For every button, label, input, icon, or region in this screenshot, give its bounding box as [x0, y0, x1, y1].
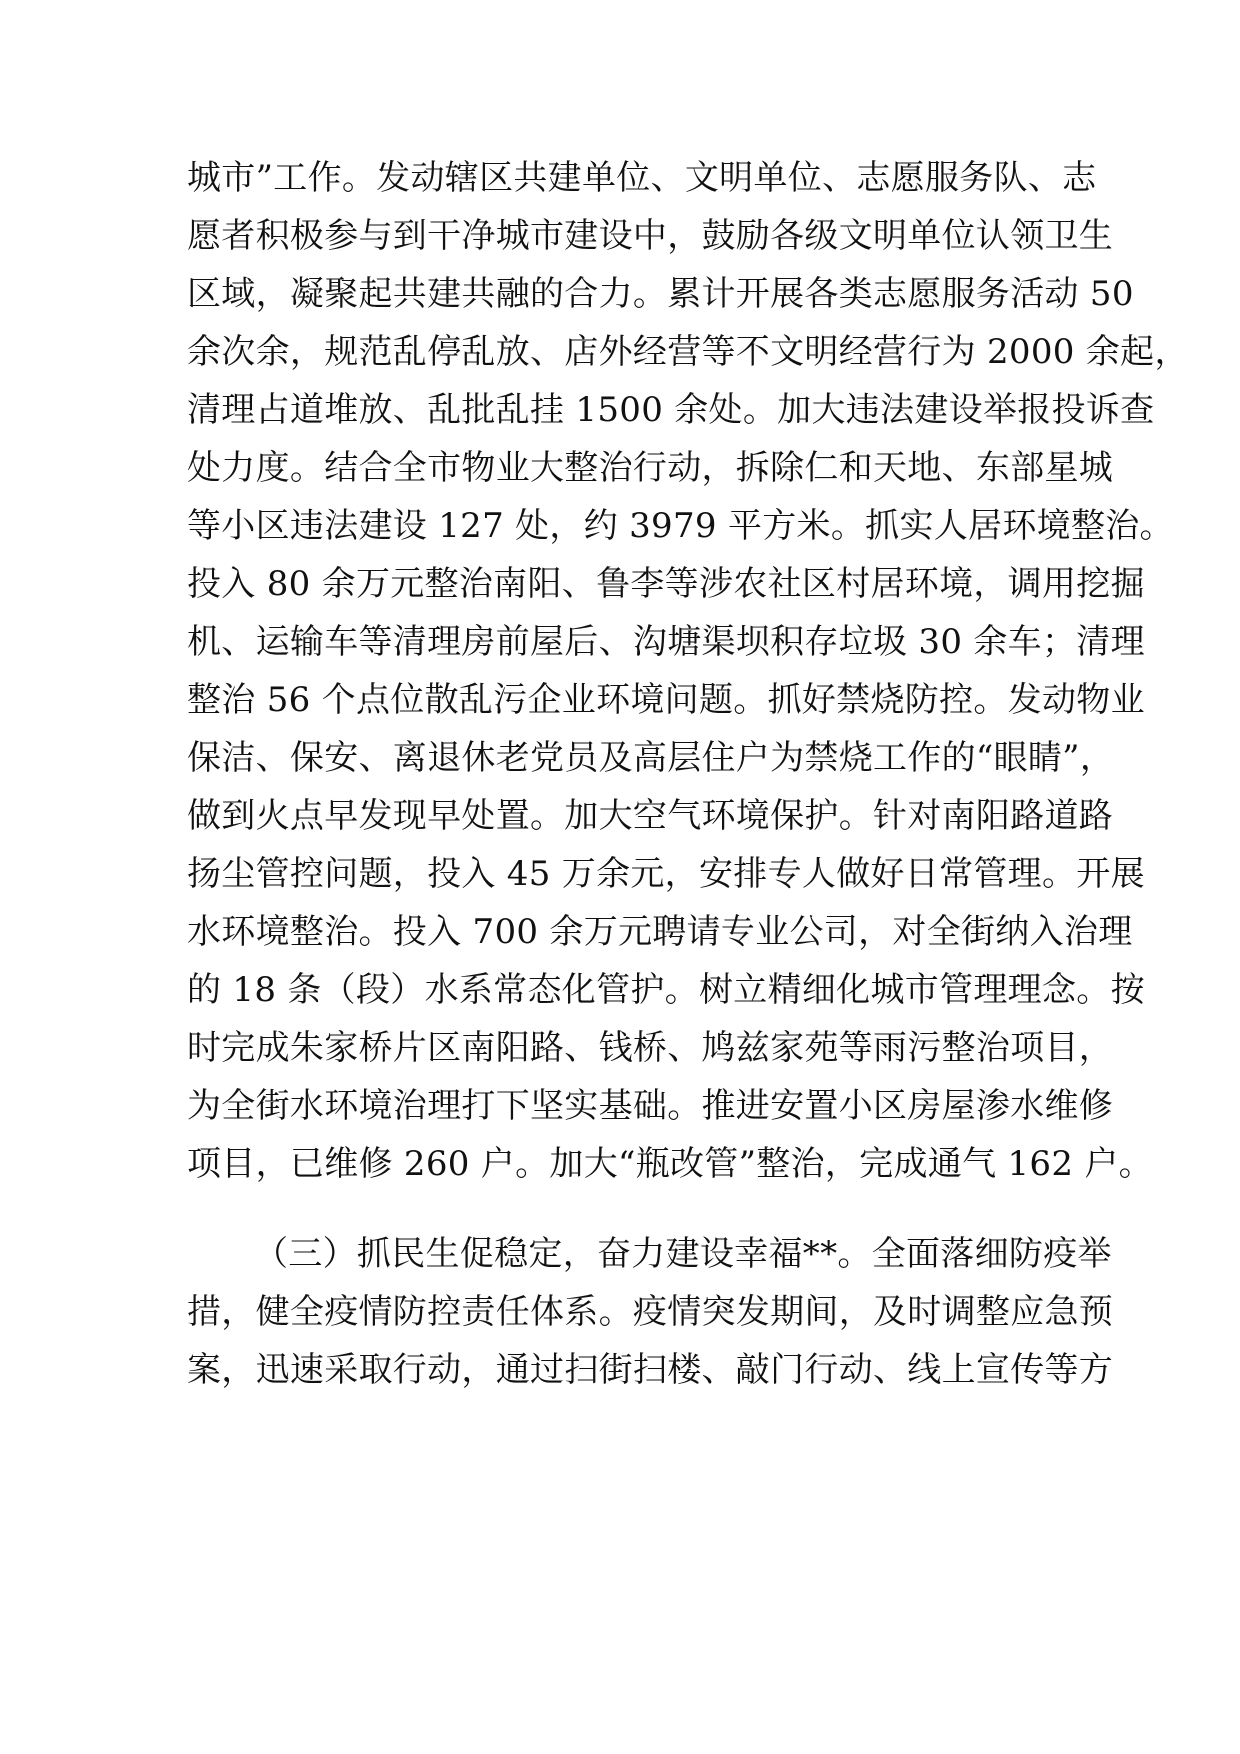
text-line: 区域，凝聚起共建共融的合力。累计开展各类志愿服务活动 50: [187, 274, 1134, 314]
text-line: 机、运输车等清理房前屋后、沟塘渠坝积存垃圾 30 余车；清理: [187, 622, 1145, 662]
text-line: 城市”工作。发动辖区共建单位、文明单位、志愿服务队、志: [187, 158, 1097, 198]
text-line: 水环境整治。投入 700 余万元聘请专业公司，对全街纳入治理: [187, 912, 1133, 952]
text-line: 清理占道堆放、乱批乱挂 1500 余处。加大违法建设举报投诉查: [187, 390, 1155, 430]
text-line: 项目，已维修 260 户。加大“瓶改管”整治，完成通气 162 户。: [187, 1144, 1153, 1184]
text-line: 做到火点早发现早处置。加大空气环境保护。针对南阳路道路: [187, 796, 1114, 836]
text-line: 措，健全疫情防控责任体系。疫情突发期间，及时调整应急预: [187, 1292, 1114, 1332]
text-line: 时完成朱家桥片区南阳路、钱桥、鸠兹家苑等雨污整治项目，: [187, 1028, 1114, 1068]
text-line: 愿者积极参与到干净城市建设中，鼓励各级文明单位认领卫生: [187, 216, 1114, 256]
text-line: 的 18 条（段）水系常态化管护。树立精细化城市管理理念。按: [187, 970, 1145, 1010]
text-line: 整治 56 个点位散乱污企业环境问题。抓好禁烧防控。发动物业: [187, 680, 1145, 720]
text-line: 余次余，规范乱停乱放、店外经营等不文明经营行为 2000 余起，: [187, 332, 1189, 372]
text-line: 保洁、保安、离退休老党员及高层住户为禁烧工作的“眼睛”，: [187, 738, 1115, 778]
text-line: 投入 80 余万元整治南阳、鲁李等涉农社区村居环境，调用挖掘: [187, 564, 1145, 604]
text-line: 为全街水环境治理打下坚实基础。推进安置小区房屋渗水维修: [187, 1086, 1114, 1126]
section-heading-line: （三）抓民生促稳定，奋力建设幸福**。全面落细防疫举: [254, 1234, 1112, 1274]
text-line: 案，迅速采取行动，通过扫街扫楼、敲门行动、线上宣传等方: [187, 1350, 1114, 1390]
text-line: 扬尘管控问题，投入 45 万余元，安排专人做好日常管理。开展: [187, 854, 1145, 894]
text-line: 处力度。结合全市物业大整治行动，拆除仁和天地、东部星城: [187, 448, 1114, 488]
text-line: 等小区违法建设 127 处，约 3979 平方米。抓实人居环境整治。: [187, 506, 1174, 546]
